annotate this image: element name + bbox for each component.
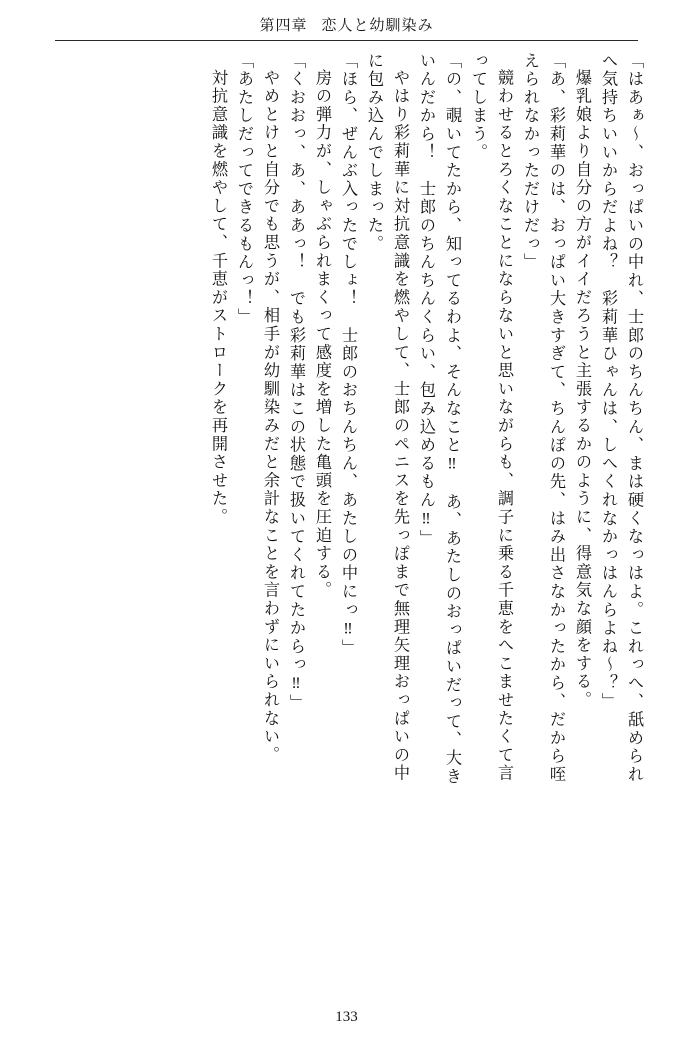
- text-column: 競わせるとろくなことにならないと思いながらも、調子に乗る千恵をへこませたくて言: [495, 69, 513, 783]
- text-column: 「くおおっ、あ、ああっ！ でも彩莉華はこの状態で扱いてくれてたからっ‼」: [287, 52, 305, 713]
- header-rule: [55, 40, 638, 41]
- chapter-number: 第四章: [259, 18, 308, 34]
- text-column: 「あたしだってできるもんっ！」: [235, 52, 253, 327]
- chapter-title: 恋人と幼馴染み: [321, 18, 434, 34]
- text-column: 対抗意識を燃やして、千恵がストロークを再開させた。: [209, 69, 227, 527]
- page-number: 133: [335, 1009, 358, 1025]
- text-column: ってしまう。: [469, 52, 487, 162]
- text-column: 爆乳娘より自分の方がイイだろうと主張するかのように、得意気な顔をする。: [573, 69, 591, 710]
- page-header: [0, 14, 693, 35]
- text-column: 「はあぁ～、おっぱいの中れ、士郎のちんちん、まは硬くなっはよ。これっへ、舐められ: [625, 52, 643, 784]
- text-column: 「の、覗いてたから、知ってるわよ、そんなこと‼ あ、あたしのおっぱいだって、大き: [443, 52, 461, 786]
- body-text: [52, 52, 642, 982]
- text-column: やめとけと自分でも思うが、相手が幼馴染みだと余計なことを言わずにいられない。: [261, 69, 279, 765]
- text-column: に包み込んでしまった。: [365, 52, 383, 254]
- text-column: 「ほら、ぜんぶ入ったでしょ！ 士郎のおちんちん、あたしの中にっ‼」: [339, 52, 357, 658]
- text-column: やはり彩莉華に対抗意識を燃やして、士郎のペニスを先っぽまで無理矢理おっぱいの中: [391, 69, 409, 783]
- text-column: 「あ、彩莉華のは、おっぱい大きすぎて、ちんぽの先、はみ出さなかったから、だから咥: [547, 52, 565, 784]
- text-column: へ気持ちいいからだよね？ 彩莉華ひゃんは、しへくれなかっはんらよね～？」: [599, 52, 617, 711]
- text-column: いんだから！ 士郎のちんちんくらい、包み込めるもん‼」: [417, 52, 435, 548]
- text-column: 房の弾力が、しゃぶられまくって感度を増した亀頭を圧迫する。: [313, 69, 331, 600]
- text-column: えられなかっただけだっ」: [521, 52, 539, 272]
